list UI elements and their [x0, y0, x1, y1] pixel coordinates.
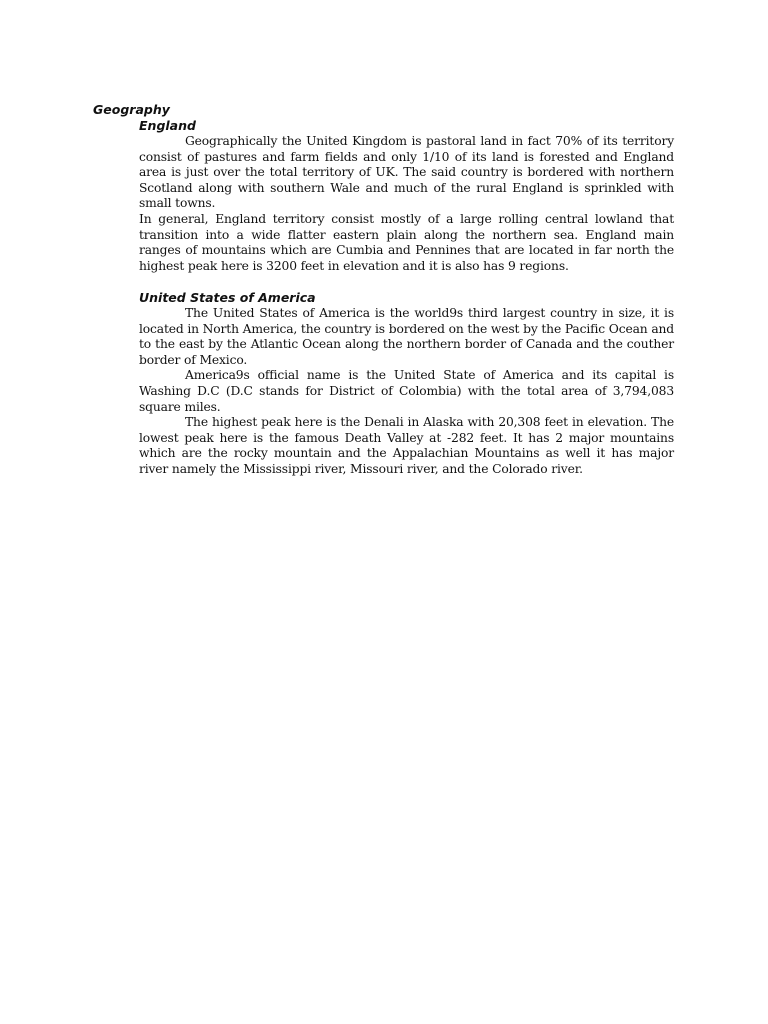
- document-body: [139, 118, 674, 477]
- document-title: Geography: [93, 102, 170, 117]
- england-paragraph-1: Geographically the United Kingdom is pastoral land in fact 70% of its territory consist of pastures and farm fields and only 1/10 of its land is forested and England area is just over the total territory of UK. The said country is bordered with northern Scotland along with southern Wale and much of the rural England is sprinkled with small towns.: [139, 134, 674, 211]
- usa-paragraph-3: The highest peak here is the Denali in Alaska with 20,308 feet in elevation. The lowest peak here is the famous Death Valley at -282 feet. It has 2 major mountains which are the rocky mountain and the Appalachian Mountains as well it has major river namely the Mississippi river, Missouri river, and the Colorado river.: [139, 415, 674, 476]
- england-paragraph-2: In general, England territory consist mostly of a large rolling central lowland that transition into a wide flatter eastern plain along the northern sea. England main ranges of mountains which are Cumbia and Pennines that are located in far north the highest peak here is 3200 feet in elevation and it is also has 9 regions.: [139, 211, 674, 273]
- section-usa: [139, 290, 674, 478]
- section-heading-england: England: [139, 118, 196, 133]
- section-heading-usa: United States of America: [139, 289, 316, 305]
- section-england: [139, 118, 674, 274]
- section-spacer: [139, 274, 674, 290]
- usa-paragraph-2: America9s official name is the United State of America and its capital is Washing D.C (D.C stands for District of Colombia) with the total area of 3,794,083 square miles.: [139, 368, 674, 414]
- usa-paragraph-1: The United States of America is the world9s third largest country in size, it is located in North America, the country is bordered on the west by the Pacific Ocean and to the east by the Atlantic Ocean along the northern border of Canada and the couther border of Mexico.: [139, 305, 674, 367]
